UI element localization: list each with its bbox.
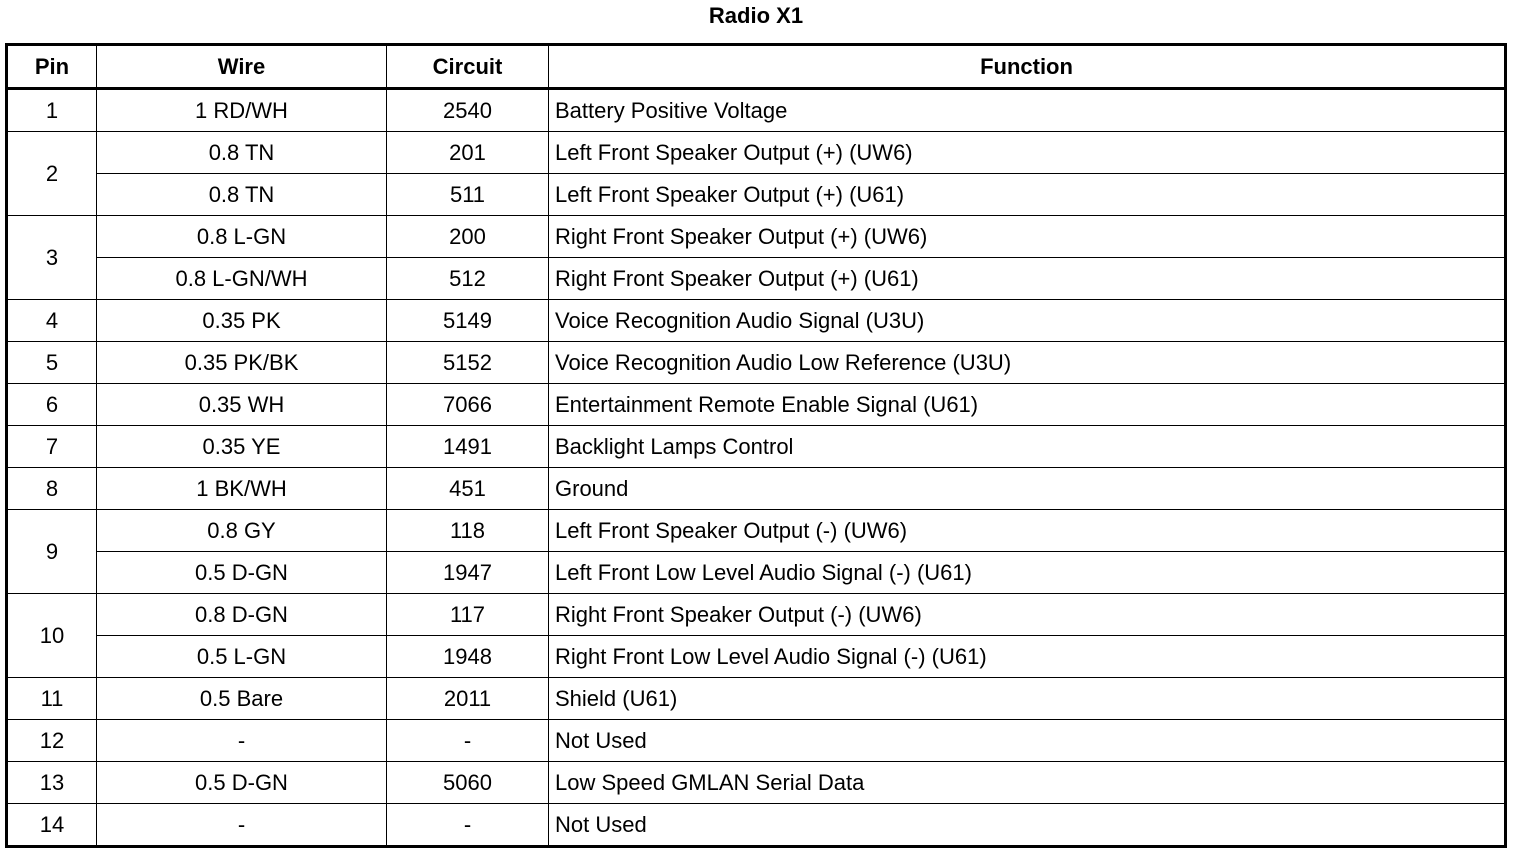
- header-pin: Pin: [7, 45, 97, 89]
- wire-cell: 0.8 GY: [97, 510, 387, 552]
- function-cell: Voice Recognition Audio Signal (U3U): [549, 300, 1506, 342]
- table-row: [7, 300, 1506, 342]
- table-row: [7, 216, 1506, 258]
- table-body: [7, 89, 1506, 847]
- function-cell: Right Front Low Level Audio Signal (-) (U61): [549, 636, 1506, 678]
- function-cell: Right Front Speaker Output (+) (U61): [549, 258, 1506, 300]
- pin-cell: 11: [7, 678, 97, 720]
- pin-cell: 6: [7, 384, 97, 426]
- header-circuit: Circuit: [387, 45, 549, 89]
- pin-cell: 3: [7, 216, 97, 300]
- function-cell: Left Front Speaker Output (+) (U61): [549, 174, 1506, 216]
- wire-cell: 0.8 TN: [97, 174, 387, 216]
- function-cell: Not Used: [549, 804, 1506, 847]
- circuit-cell: 1947: [387, 552, 549, 594]
- wire-cell: 0.5 Bare: [97, 678, 387, 720]
- table-row: [7, 342, 1506, 384]
- function-cell: Right Front Speaker Output (-) (UW6): [549, 594, 1506, 636]
- pin-cell: 7: [7, 426, 97, 468]
- pin-cell: 13: [7, 762, 97, 804]
- wire-cell: 0.35 WH: [97, 384, 387, 426]
- wire-cell: 0.35 YE: [97, 426, 387, 468]
- table-row: [7, 384, 1506, 426]
- wire-cell: 0.8 TN: [97, 132, 387, 174]
- table-row: [7, 174, 1506, 216]
- circuit-cell: -: [387, 804, 549, 847]
- table-row: [7, 594, 1506, 636]
- wire-cell: -: [97, 720, 387, 762]
- table-row: [7, 89, 1506, 132]
- circuit-cell: 5152: [387, 342, 549, 384]
- table-row: [7, 552, 1506, 594]
- circuit-cell: 200: [387, 216, 549, 258]
- pin-cell: 12: [7, 720, 97, 762]
- pin-cell: 9: [7, 510, 97, 594]
- circuit-cell: 201: [387, 132, 549, 174]
- function-cell: Entertainment Remote Enable Signal (U61): [549, 384, 1506, 426]
- wire-cell: 0.8 L-GN: [97, 216, 387, 258]
- table-row: [7, 258, 1506, 300]
- table-row: [7, 510, 1506, 552]
- wire-cell: 0.5 L-GN: [97, 636, 387, 678]
- circuit-cell: 512: [387, 258, 549, 300]
- function-cell: Left Front Low Level Audio Signal (-) (U61): [549, 552, 1506, 594]
- wire-cell: 1 RD/WH: [97, 89, 387, 132]
- pin-cell: 5: [7, 342, 97, 384]
- pin-cell: 10: [7, 594, 97, 678]
- header-row: [7, 45, 1506, 89]
- pin-cell: 2: [7, 132, 97, 216]
- header-function: Function: [549, 45, 1506, 89]
- table-row: [7, 804, 1506, 847]
- circuit-cell: 1491: [387, 426, 549, 468]
- function-cell: Low Speed GMLAN Serial Data: [549, 762, 1506, 804]
- wire-cell: 0.35 PK: [97, 300, 387, 342]
- function-cell: Backlight Lamps Control: [549, 426, 1506, 468]
- function-cell: Not Used: [549, 720, 1506, 762]
- pin-cell: 8: [7, 468, 97, 510]
- circuit-cell: 451: [387, 468, 549, 510]
- table-row: [7, 132, 1506, 174]
- function-cell: Left Front Speaker Output (+) (UW6): [549, 132, 1506, 174]
- table-row: [7, 636, 1506, 678]
- pinout-table: [5, 43, 1507, 848]
- table-row: [7, 426, 1506, 468]
- wire-cell: 0.8 D-GN: [97, 594, 387, 636]
- pin-cell: 4: [7, 300, 97, 342]
- circuit-cell: 118: [387, 510, 549, 552]
- wire-cell: -: [97, 804, 387, 847]
- circuit-cell: 511: [387, 174, 549, 216]
- wire-cell: 0.5 D-GN: [97, 552, 387, 594]
- header-wire: Wire: [97, 45, 387, 89]
- pin-cell: 14: [7, 804, 97, 847]
- circuit-cell: 117: [387, 594, 549, 636]
- table-title: Radio X1: [708, 3, 804, 28]
- table-header: [7, 45, 1506, 89]
- wire-cell: 0.8 L-GN/WH: [97, 258, 387, 300]
- function-cell: Shield (U61): [549, 678, 1506, 720]
- table-row: [7, 762, 1506, 804]
- circuit-cell: 5149: [387, 300, 549, 342]
- circuit-cell: -: [387, 720, 549, 762]
- wire-cell: 0.5 D-GN: [97, 762, 387, 804]
- wire-cell: 0.35 PK/BK: [97, 342, 387, 384]
- function-cell: Right Front Speaker Output (+) (UW6): [549, 216, 1506, 258]
- function-cell: Left Front Speaker Output (-) (UW6): [549, 510, 1506, 552]
- wire-cell: 1 BK/WH: [97, 468, 387, 510]
- circuit-cell: 1948: [387, 636, 549, 678]
- circuit-cell: 2540: [387, 89, 549, 132]
- table-row: [7, 468, 1506, 510]
- circuit-cell: 7066: [387, 384, 549, 426]
- circuit-cell: 5060: [387, 762, 549, 804]
- table-row: [7, 678, 1506, 720]
- pin-cell: 1: [7, 89, 97, 132]
- function-cell: Ground: [549, 468, 1506, 510]
- function-cell: Voice Recognition Audio Low Reference (U3U): [549, 342, 1506, 384]
- table-row: [7, 720, 1506, 762]
- function-cell: Battery Positive Voltage: [549, 89, 1506, 132]
- circuit-cell: 2011: [387, 678, 549, 720]
